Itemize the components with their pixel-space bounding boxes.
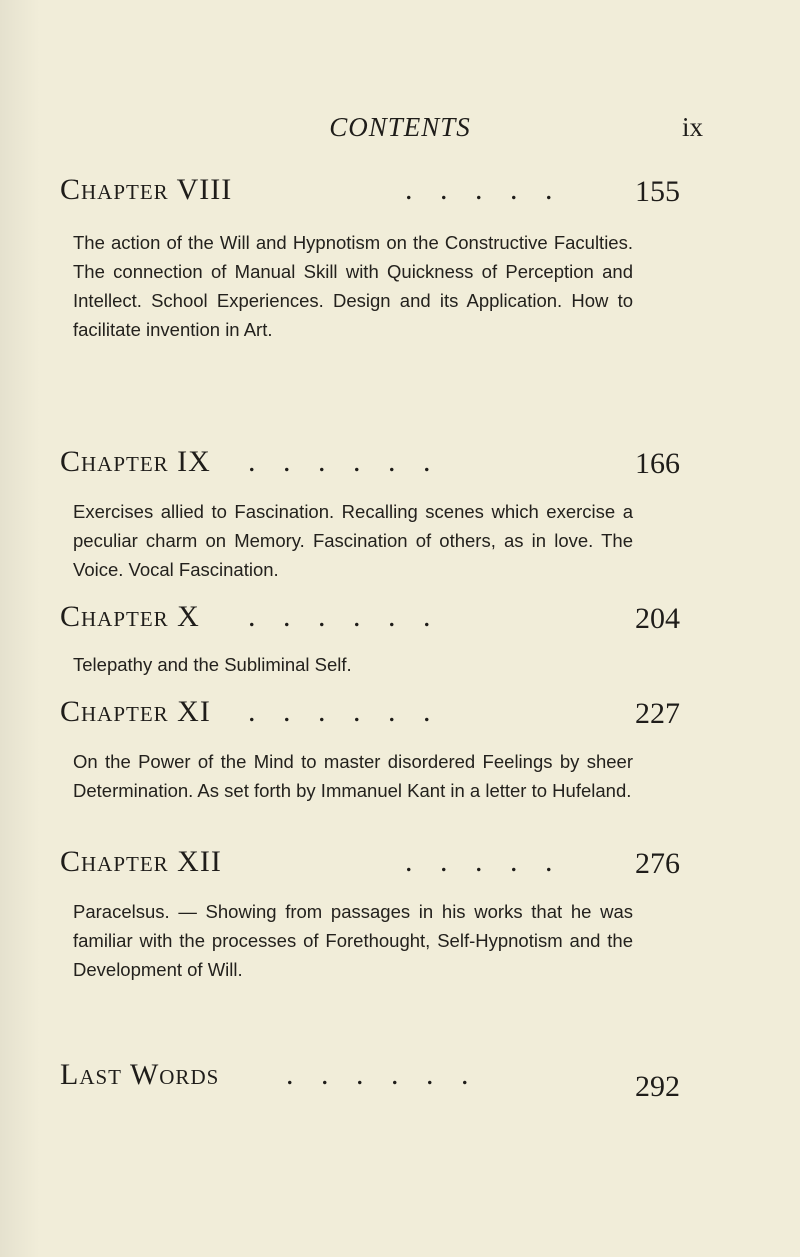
- chapter-heading-line: [60, 695, 680, 735]
- chapter-heading-line: [60, 1058, 680, 1103]
- toc-entry-chapter-9: [60, 445, 680, 580]
- chapter-page-number: 276: [635, 847, 680, 880]
- dot-leaders: . . . . .: [405, 845, 563, 878]
- chapter-heading-line: [60, 600, 680, 640]
- dot-leaders: . . . . . .: [248, 600, 441, 633]
- chapter-page-number: 155: [635, 175, 680, 208]
- chapter-page-number: 166: [635, 447, 680, 480]
- chapter-description: Exercises allied to Fascination. Recalling scenes which exercise a peculiar charm on Memory. Fascination of others, as in love. The Voice. Vocal Fascination.: [73, 501, 633, 580]
- chapter-title: Last Words: [60, 1058, 220, 1091]
- chapter-description: Paracelsus. — Showing from passages in his works that he was familiar with the processes of Forethought, Self-Hypnotism and the Development of Will.: [73, 901, 633, 980]
- chapter-title: Chapter X: [60, 600, 200, 633]
- chapter-title: Chapter VIII: [60, 173, 233, 206]
- dot-leaders: . . . . . .: [248, 695, 441, 728]
- chapter-title: Chapter XI: [60, 695, 211, 728]
- chapter-description: Telepathy and the Subliminal Self.: [73, 654, 352, 675]
- page-folio: ix: [681, 112, 703, 142]
- dot-leaders: . . . . . .: [248, 445, 441, 478]
- chapter-page-number: 204: [635, 602, 680, 635]
- running-head: [60, 112, 740, 152]
- dot-leaders: . . . . . .: [286, 1058, 479, 1091]
- chapter-heading-line: [60, 173, 680, 213]
- toc-entry-chapter-12: [60, 845, 680, 980]
- dot-leaders: . . . . .: [405, 173, 563, 206]
- toc-entry-chapter-11: [60, 695, 680, 801]
- page-title: CONTENTS: [329, 112, 471, 142]
- chapter-description: On the Power of the Mind to master disordered Feelings by sheer Determination. As set forth by Immanuel Kant in a letter to Hufeland.: [73, 751, 633, 801]
- toc-entry-chapter-8: [60, 173, 680, 340]
- chapter-page-number: 227: [635, 697, 680, 730]
- chapter-title: Chapter XII: [60, 845, 222, 878]
- toc-entry-chapter-10: [60, 600, 680, 675]
- chapter-heading-line: [60, 845, 680, 885]
- chapter-description: The action of the Will and Hypnotism on the Constructive Faculties. The connection of Manual Skill with Quickness of Perception and Intellect. School Experiences. Design and its Application. How to facilitate invention in Art.: [73, 232, 633, 340]
- toc-entry-last-words: [60, 1058, 680, 1103]
- chapter-heading-line: [60, 445, 680, 485]
- chapter-page-number: 292: [635, 1070, 680, 1103]
- chapter-title: Chapter IX: [60, 445, 211, 478]
